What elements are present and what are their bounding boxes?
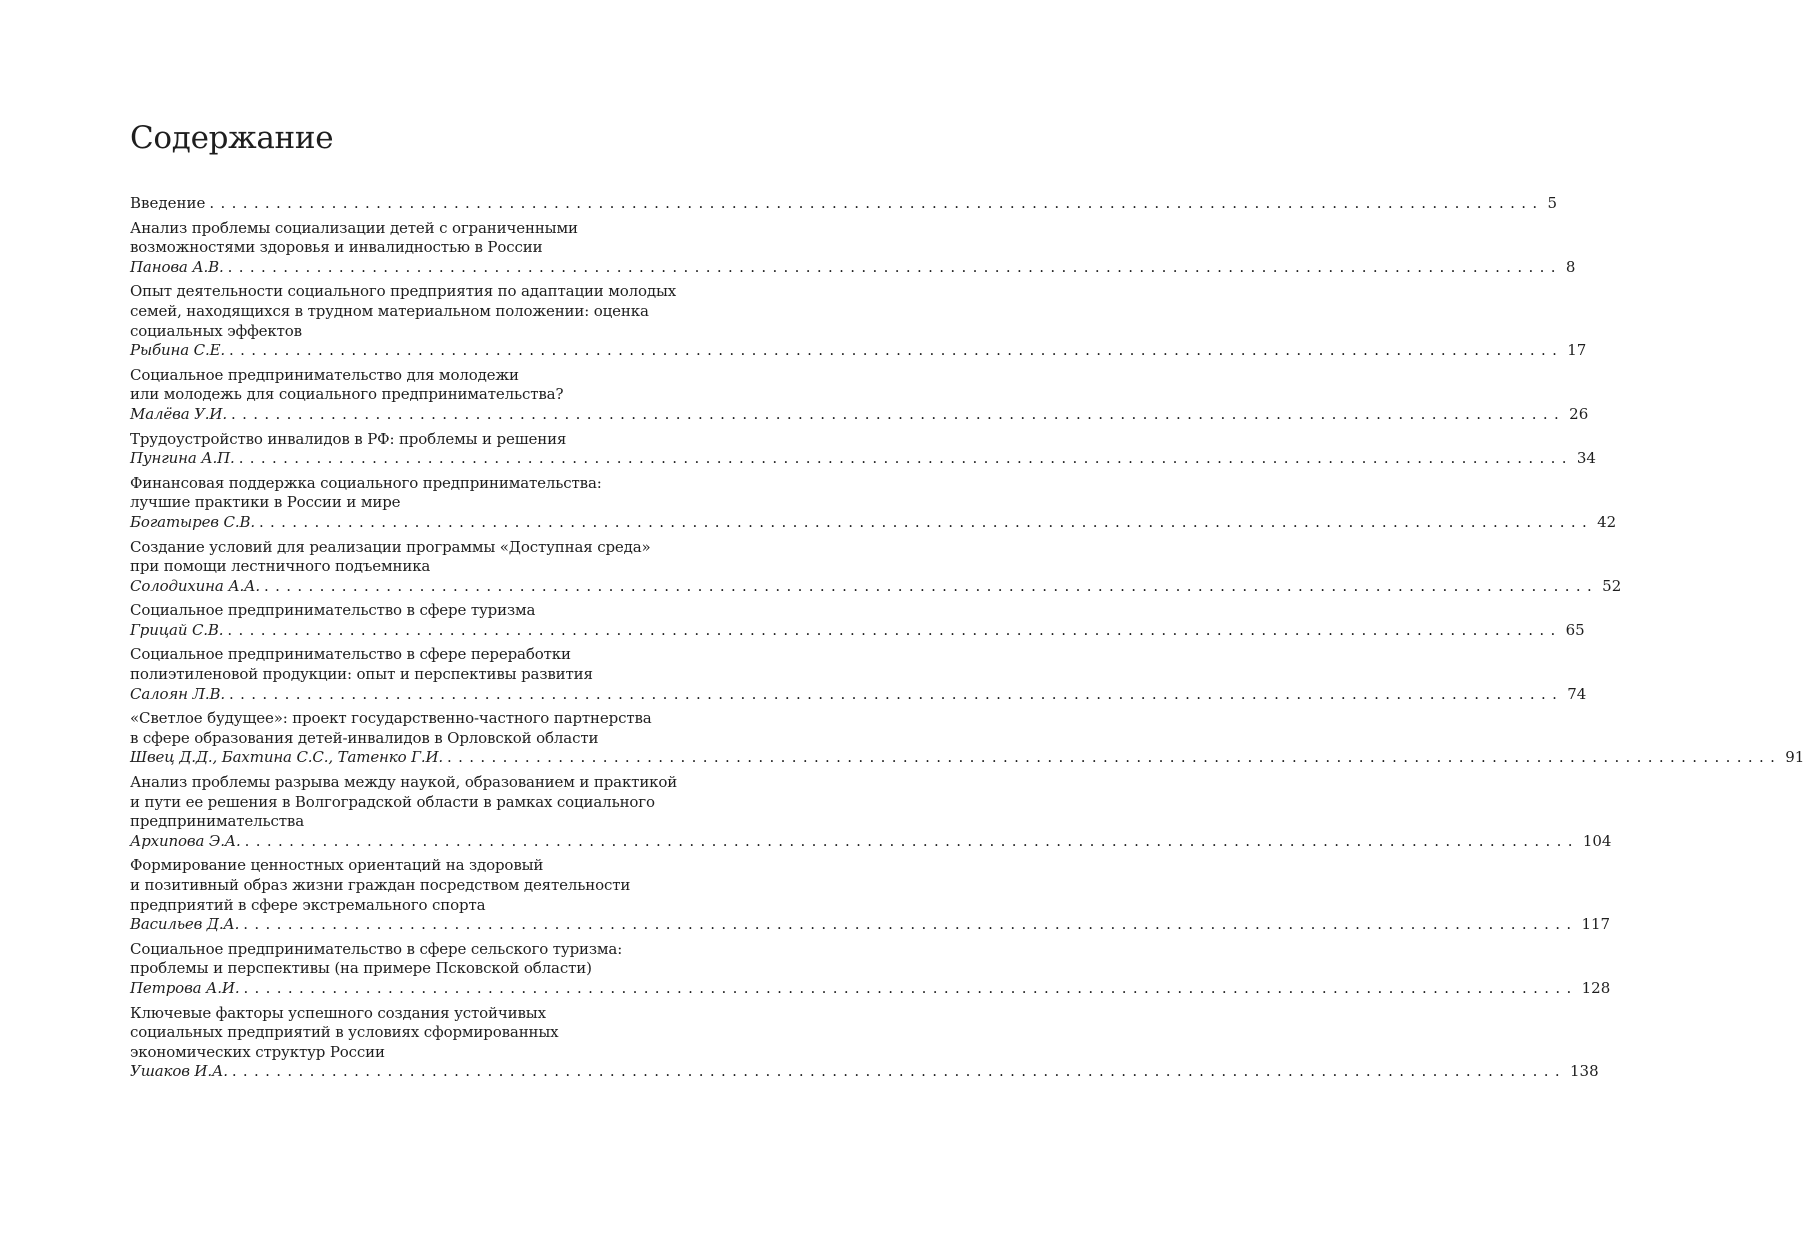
entry-author-line: [130, 978, 1611, 999]
page-number: 104: [1582, 831, 1612, 850]
entry-author-line: [130, 684, 1587, 705]
entry-authors: Швец Д.Д., Бахтина С.С., Татенко Г.И.: [130, 748, 444, 767]
entry-title-line: при помощи лестничного подъемника: [130, 557, 431, 576]
entry-author-line: [130, 1062, 1599, 1082]
entry-authors: Рыбина С.Е.: [130, 341, 226, 360]
page-number: 8: [1565, 257, 1576, 276]
entry-title-line: Анализ проблемы социализации детей с ограниченными: [130, 218, 578, 237]
entry-author-line: [130, 831, 1612, 852]
entry-authors: Богатырев С.В.: [130, 512, 255, 531]
toc-entry-introduction[interactable]: [130, 194, 1558, 214]
toc-list: [130, 194, 1804, 1082]
toc-heading: Содержание: [130, 120, 334, 156]
leader-dots: ........................................................................................................................: [243, 978, 1578, 997]
toc-entries: [130, 218, 1804, 1082]
leader-dots: ........................................................................................................................: [243, 915, 1578, 934]
entry-title-line: социальных предприятий в условиях сформированных: [130, 1023, 559, 1042]
entry-authors: Солодихина А.А.: [130, 576, 260, 595]
leader-dots: ........................................................................................................................: [263, 576, 1599, 595]
entry-title-line: лучшие практики в России и мире: [130, 493, 401, 512]
page-number: 17: [1567, 341, 1587, 360]
toc-entry-line: [130, 194, 1558, 214]
toc-entry[interactable]: [130, 537, 1622, 597]
toc-entry[interactable]: [130, 773, 1612, 851]
leader-dots: ........................................................................................................................: [229, 341, 1564, 360]
leader-dots: ........................................................................................................................: [227, 620, 1562, 639]
toc-page: [130, 118, 1804, 1087]
leader-dots: ........................................................................................................................: [244, 831, 1579, 850]
entry-authors: Салоян Л.В.: [130, 684, 226, 703]
page-number: 52: [1602, 576, 1622, 595]
page-number: 138: [1569, 1062, 1599, 1081]
entry-author-line: [130, 449, 1596, 469]
entry-author-line: [130, 404, 1589, 425]
entry-title-line: или молодежь для социального предпринимательства?: [130, 385, 564, 404]
entry-title-line: и пути ее решения в Волгоградской области в рамках социального: [130, 792, 655, 811]
page-number: 117: [1581, 915, 1611, 934]
entry-author-line: [130, 576, 1622, 597]
page-number: 34: [1576, 449, 1596, 468]
entry-author-line: [130, 512, 1617, 533]
toc-entry[interactable]: [130, 473, 1617, 533]
entry-title-line: Ключевые факторы успешного создания устойчивых: [130, 1003, 546, 1022]
page-number: 91: [1785, 748, 1804, 767]
entry-title-line: в сфере образования детей-инвалидов в Орловской области: [130, 728, 599, 747]
page-number: 26: [1569, 404, 1589, 423]
entry-authors: Архипова Э.А.: [130, 831, 241, 850]
leader-dots: ........................................................................................................................: [231, 1062, 1566, 1081]
leader-dots: ........................................................................................................................: [229, 684, 1564, 703]
toc-entry[interactable]: [130, 218, 1576, 278]
entry-authors: Васильев Д.А.: [130, 915, 240, 934]
toc-entry-label: Введение: [130, 194, 206, 212]
entry-title-line: Социальное предпринимательство для молодежи: [130, 365, 519, 384]
entry-title-line: Финансовая поддержка социального предпринимательства:: [130, 473, 602, 492]
entry-title-line: предпринимательства: [130, 812, 305, 831]
toc-entry[interactable]: [130, 282, 1587, 360]
entry-title-line: проблемы и перспективы (на примере Псковской области): [130, 959, 592, 978]
entry-title-line: Трудоустройство инвалидов в РФ: проблемы и решения: [130, 429, 567, 448]
leader-dots: ........................................................................................................................: [447, 748, 1782, 767]
toc-entry[interactable]: [130, 601, 1585, 640]
entry-title-line: семей, находящихся в трудном материальном положении: оценка: [130, 301, 649, 320]
entry-title-line: полиэтиленовой продукции: опыт и перспективы развития: [130, 665, 593, 684]
entry-title-line: Социальное предпринимательство в сфере туризма: [130, 601, 536, 620]
leader-dots: ........................................................................................................................: [238, 449, 1573, 468]
entry-authors: Ушаков И.А.: [130, 1062, 228, 1081]
entry-author-line: [130, 341, 1587, 361]
entry-title-line: Формирование ценностных ориентаций на здоровый: [130, 856, 544, 875]
toc-entry[interactable]: [130, 709, 1804, 768]
entry-title-line: Анализ проблемы разрыва между наукой, образованием и практикой: [130, 773, 678, 792]
entry-authors: Панова А.В.: [130, 257, 224, 276]
entry-author-line: [130, 915, 1611, 935]
entry-authors: Петрова А.И.: [130, 978, 240, 997]
entry-title-line: Социальное предпринимательство в сфере сельского туризма:: [130, 939, 623, 958]
entry-title-line: Создание условий для реализации программы «Доступная среда»: [130, 537, 651, 556]
leader-dots: ........................................................................................................................: [209, 194, 1544, 212]
entry-authors: Малёва У.И.: [130, 404, 227, 423]
entry-title-line: Социальное предпринимательство в сфере переработки: [130, 645, 571, 664]
entry-title-line: и позитивный образ жизни граждан посредством деятельности: [130, 876, 631, 894]
page-number: 74: [1567, 684, 1587, 703]
entry-title-line: Опыт деятельности социального предприятия по адаптации молодых: [130, 282, 677, 301]
toc-entry[interactable]: [130, 645, 1587, 704]
entry-title-line: возможностями здоровья и инвалидностью в России: [130, 238, 543, 257]
entry-author-line: [130, 620, 1585, 641]
toc-entry[interactable]: [130, 856, 1611, 934]
toc-entry[interactable]: [130, 365, 1589, 425]
entry-title-line: экономических структур России: [130, 1042, 385, 1061]
leader-dots: ........................................................................................................................: [227, 257, 1562, 276]
entry-author-line: [130, 257, 1576, 278]
leader-dots: ........................................................................................................................: [258, 512, 1594, 531]
toc-entry[interactable]: [130, 429, 1596, 469]
entry-title-line: социальных эффектов: [130, 321, 302, 340]
entry-author-line: [130, 748, 1804, 768]
toc-entry[interactable]: [130, 939, 1611, 999]
leader-dots: ........................................................................................................................: [230, 404, 1566, 423]
entry-title-line: «Светлое будущее»: проект государственно-частного партнерства: [130, 709, 652, 728]
page-number: 65: [1565, 620, 1585, 639]
page-number: 128: [1581, 978, 1611, 997]
page-number: 5: [1547, 194, 1558, 212]
entry-title-line: предприятий в сфере экстремального спорта: [130, 895, 486, 914]
toc-entry[interactable]: [130, 1003, 1599, 1082]
entry-authors: Пунгина А.П.: [130, 449, 235, 468]
page-number: 42: [1597, 512, 1617, 531]
entry-authors: Грицай С.В.: [130, 620, 224, 639]
